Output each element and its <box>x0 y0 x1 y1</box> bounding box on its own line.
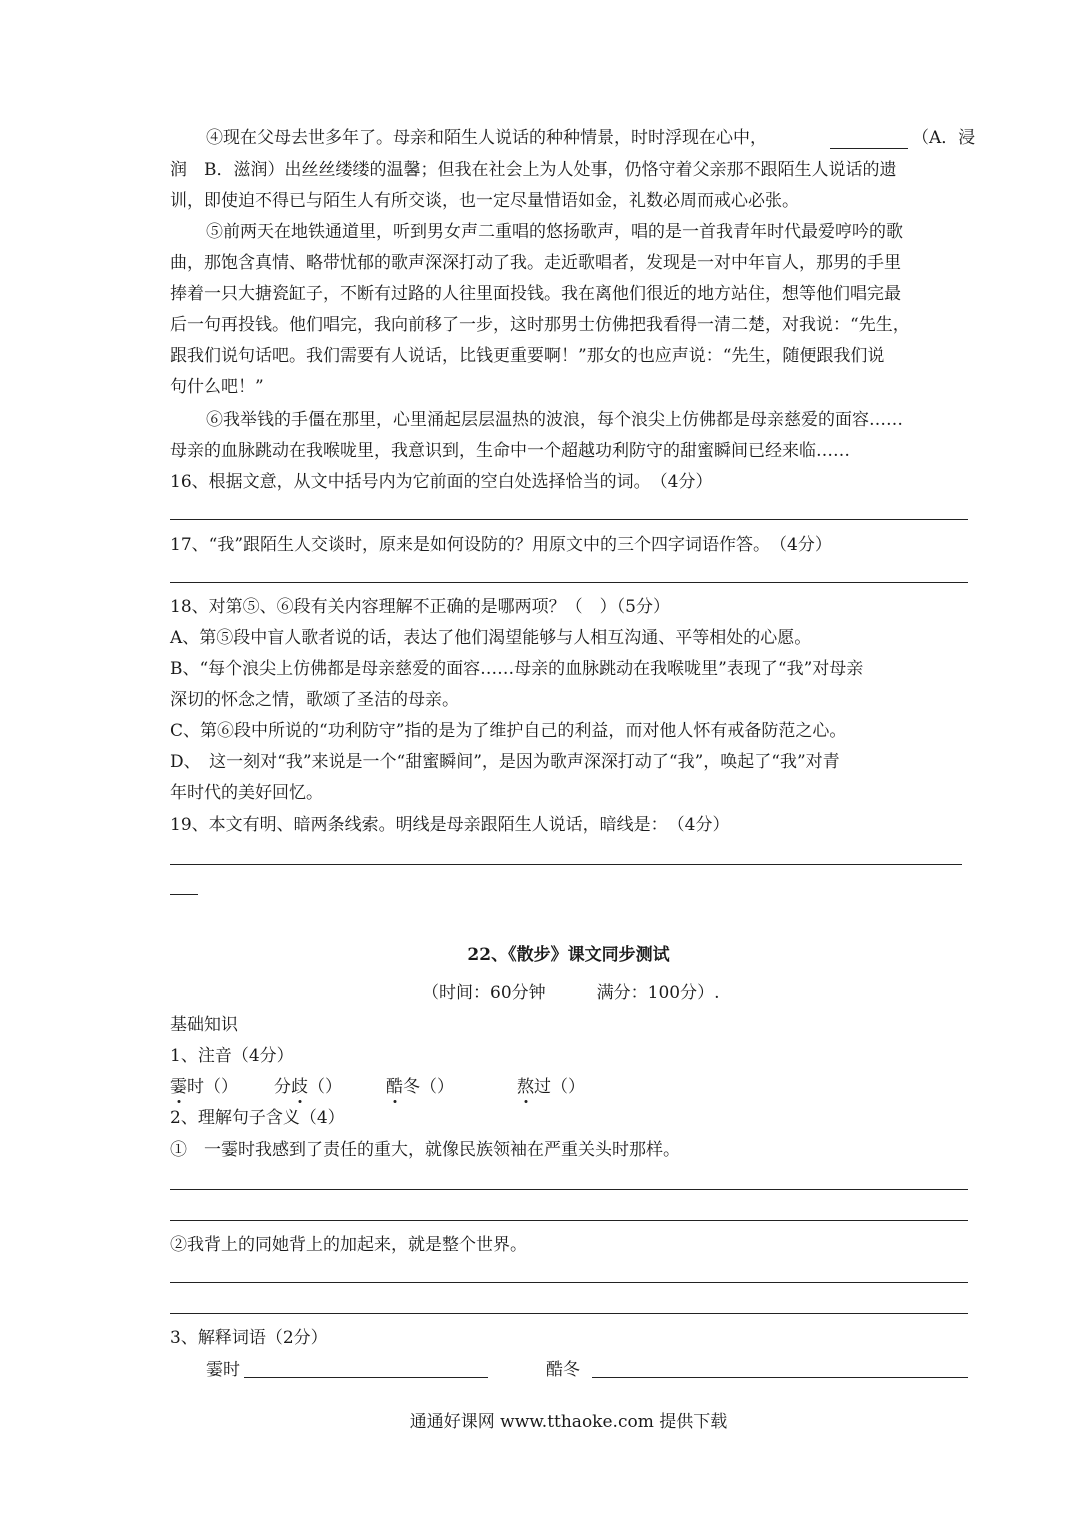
pinyin-item-1: 霎时（） <box>170 1077 238 1097</box>
passage-line-3: 训，即使迫不得已与陌生人有所交谈，也一定尽量惜语如金，礼数必周而戒心必张。 <box>170 191 799 211</box>
passage-line-7: 后一句再投钱。他们唱完，我向前移了一步，这时那男士仿佛把我看得一清二楚，对我说：“先生， <box>170 315 910 335</box>
question-16: 16、根据文意，从文中括号内为它前面的空白处选择恰当的词。 （4分） <box>170 472 713 492</box>
passage-line-5: 曲，那饱含真情、略带忧郁的歌声深深打动了我。走近歌唱者，发现是一对中年盲人，那男的手里 <box>170 253 901 273</box>
passage-line-2: 润 B．滋润）出丝丝缕缕的温馨；但我在社会上为人处事，仍恪守着父亲那不跟陌生人说话的遗 <box>170 160 897 180</box>
test-question-1: 1、注音（4分） <box>170 1046 294 1066</box>
passage-line-10: ⑥我举钱的手僵在那里，心里涌起层层温热的波浪，每个浪尖上仿佛都是母亲慈爱的面容…… <box>206 410 903 430</box>
answer-line-19-tail <box>170 894 198 895</box>
answer-line-s2a <box>170 1282 968 1283</box>
word-1: 霎时 <box>206 1360 240 1380</box>
section-heading: 基础知识 <box>170 1015 238 1035</box>
test-question-3: 3、解释词语（2分） <box>170 1328 328 1348</box>
question-17: 17、“我”跟陌生人交谈时，原来是如何设防的？用原文中的三个四字词语作答。 （4分） <box>170 535 832 555</box>
answer-line-17b <box>700 582 968 583</box>
answer-line-17a <box>170 582 700 583</box>
word-2: 酷冬 <box>546 1360 580 1380</box>
answer-line-s1b <box>170 1220 968 1221</box>
pinyin-item-2: 分歧（） <box>274 1077 342 1097</box>
question-19: 19、本文有明、暗两条线索。明线是母亲跟陌生人说话，暗线是： （4分） <box>170 815 730 835</box>
passage-line-8: 跟我们说句话吧。我们需要有人说话，比钱更重要啊！”那女的也应声说：“先生，随便跟我们说 <box>170 346 885 366</box>
passage-line-6: 捧着一只大搪瓷缸子，不断有过路的人往里面投钱。我在离他们很近的地方站住，想等他们唱完最 <box>170 284 901 304</box>
fill-blank <box>830 148 908 149</box>
sentence-2: ②我背上的同她背上的加起来，就是整个世界。 <box>170 1235 527 1255</box>
answer-line-word-2 <box>592 1377 968 1378</box>
test-question-2: 2、理解句子含义（4） <box>170 1108 345 1128</box>
question-18: 18、对第⑤、⑥段有关内容理解不正确的是哪两项？（ ）（5分） <box>170 597 670 617</box>
question-18-option-b: B、“每个浪尖上仿佛都是母亲慈爱的面容……母亲的血脉跳动在我喉咙里”表现了“我”对母亲 <box>170 659 864 679</box>
pinyin-item-3: 酷冬（） <box>386 1077 454 1097</box>
question-18-option-c: C、第⑥段中所说的“功利防守”指的是为了维护自己的利益，而对他人怀有戒备防范之心。 <box>170 721 847 741</box>
footer: 通通好课网 www.tthaoke.com 提供下载 <box>409 1412 728 1432</box>
answer-line-s1a <box>170 1189 968 1190</box>
passage-line-11: 母亲的血脉跳动在我喉咙里，我意识到，生命中一个超越功利防守的甜蜜瞬间已经来临…… <box>170 441 850 461</box>
question-18-option-d-cont: 年时代的美好回忆。 <box>170 783 323 803</box>
answer-line-word-1 <box>244 1377 488 1378</box>
answer-line-16b <box>700 519 968 520</box>
passage-line-9: 句什么吧！” <box>170 377 264 397</box>
passage-line-1: ④现在父母去世多年了。母亲和陌生人说话的种种情景，时时浮现在心中， <box>206 128 767 148</box>
answer-line-19 <box>170 864 962 865</box>
answer-line-16a <box>170 519 700 520</box>
passage-line-4: ⑤前两天在地铁通道里，听到男女声二重唱的悠扬歌声，唱的是一首我青年时代最爱哼吟的歌 <box>206 222 903 242</box>
test-title: 22、《散步》课文同步测试 <box>467 945 670 965</box>
test-meta: （时间：60分钟 满分：100分）. <box>422 983 720 1003</box>
answer-line-s2b <box>170 1313 968 1314</box>
pinyin-item-4: 熬过（） <box>517 1077 585 1097</box>
question-18-option-a: A、第⑤段中盲人歌者说的话，表达了他们渴望能够与人相互沟通、平等相处的心愿。 <box>170 628 812 648</box>
question-18-option-b-cont: 深切的怀念之情，歌颂了圣洁的母亲。 <box>170 690 459 710</box>
question-18-option-d: D、 这一刻对“我”来说是一个“甜蜜瞬间”，是因为歌声深深打动了“我”，唤起了“我”对青 <box>170 752 840 772</box>
passage-line-1b: （A．浸 <box>912 128 976 148</box>
sentence-1: ① 一霎时我感到了责任的重大，就像民族领袖在严重关头时那样。 <box>170 1140 680 1160</box>
